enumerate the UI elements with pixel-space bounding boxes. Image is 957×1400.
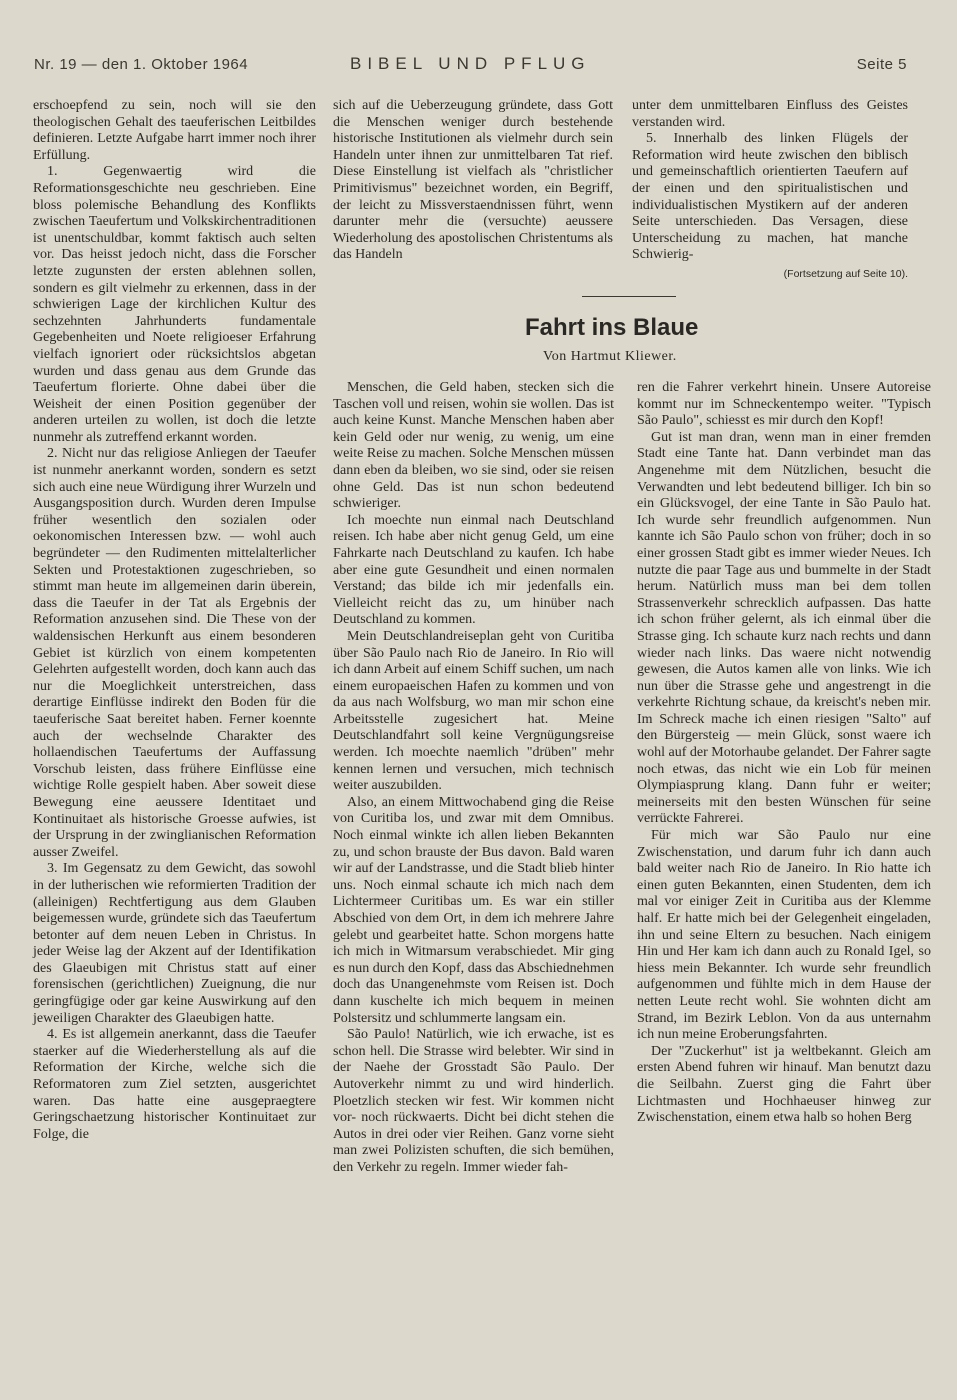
- paragraph: sich auf die Ueberzeugung gründete, dass Gott die Menschen weniger durch bestehende historische Institutionen als vielmehr durch sein Handeln unter ihnen zur unmittelbaren Tat rief. Diese Einstellung ist vielfach als "christlicher Primitivismus" bezeichnet worden, ein Begriff, der leicht zu Missverstaendnissen führt, wenn darunter mehr die (versuchte) aeussere Wiederholung des apostolischen Christentums als das Handeln: [333, 98, 613, 263]
- paragraph: 2. Nicht nur das religiose Anliegen der Taeufer ist nunmehr anerkannt worden, sondern es setzt sich auch eine neue Würdigung ihrer Wurzeln und Ausgangsposition durch. Wurden deren Impulse früher wesentlich den sozialen oder oekonomischen Interessen bzw. — wohl auch begründeter — den Rudimenten mittelalterlicher Sekten und Protestaktionen zugeschrieben, so stimmt man heute im allgemeinen darin überein, dass die Taeufer in der Tat als Ergebnis der Reformation anzusehen sind. Die These von der waldensischen Herkunft aus einem besonderen Gebiet ist kürzlich von einem kompetenten Gelehrten aufgestellt worden, doch kann auch das nur die Moeglichkeit unterstreichen, dass derartige Einflüsse indirekt den Boden für die taeuferische Saat bereitet haben. Ferner koennte auch der wechselnde Charakter des hollaendischen Taeufertums der Auffassung Vorschub leisten, dass frühere Einflüsse eine wichtige Rolle gespielt haben. Aber soweit diese Bewegung eine aeussere Identitaet und Kontinuitaet als historische Groesse aufwies, ist der Ursprung in der zwinglianischen Reformation ausser Zweifel.: [33, 446, 316, 860]
- paragraph: Gut ist man dran, wenn man in einer fremden Stadt eine Tante hat. Dann verbindet man das Angenehme mit dem Nützlichen, besucht die Verwandten und lebt bedeutend billiger. Ich bin so ein Glücksvogel, der eine Tante in São Paulo hat. Ich wurde sehr freundlich aufgenommen. Nun kannte ich São Paulo schon von früher; doch in so einer grossen Stadt gibt es immer wieder Neues. Ich nutzte die paar Tage aus und bummelte in der Stadt herum. Natürlich muss man bei dem tollen Strassenverkehr schrecklich aufpassen. Das hatte ich schon früher gelernt, als ich einmal über die Strasse ging. Ich schaute kurz nach rechts und dann wieder nach links. Das waere nicht notwendig gewesen, die Autos kamen alle von links. Wie ich nun über die Strasse gehe und angestrengt in die verkehrte Richtung schaue, da kreischt's neben mir. Im Schreck mache ich einen riesigen "Salto" auf den Bürgersteig — mein Glück, sonst waere ich wohl auf der Motorhaube gelandet. Der Fahrer sagte noch etwas, das nicht wie ein Lob für meinen Olympiasprung klang. Dann fuhr er weiter; meinerseits mit den besten Wünschen für seine verrückte Fahrerei.: [637, 429, 931, 827]
- section-divider: [582, 296, 676, 297]
- paragraph: Der "Zuckerhut" ist ja weltbekannt. Gleich am ersten Abend fuhren wir hinauf. Man benutzt dazu die Seilbahn. Zuerst ging die Fahrt über Lichtmasten und Hochhaeuser hinweg zur Zwischenstation, einem etwa halb so hohen Berg: [637, 1043, 931, 1126]
- paragraph: unter dem unmittelbaren Einfluss des Geistes verstanden wird.: [632, 98, 908, 130]
- issue-date: Nr. 19 — den 1. Oktober 1964: [34, 56, 249, 73]
- article1-column-3: [632, 98, 908, 283]
- paragraph: Für mich war São Paulo nur eine Zwischenstation, und darum fuhr ich dann auch bald weiter nach Rio de Janeiro. In Rio hatte ich einen guten Bekannten, einen Studenten, dem ich mal vor einiger Zeit in Curitiba aus der Klemme half. Er hatte mich bei der Gelegenheit eingeladen, ihn und seine Eltern zu besuchen. Nach einigem Hin und Her kam ich dann auch zu Ronald Igel, so hiess mein Bekannter. Ich wurde sehr freundlich aufgenommen und fühlte mich in dem Hause der netten Leute recht wohl. Sie wohnten dicht am Strand, im Bezirk Leblon. Von da aus unternahm ich nun meine Eroberungsfahrten.: [637, 828, 931, 1043]
- page-number: Seite 5: [856, 56, 907, 73]
- article-title: Fahrt ins Blaue: [525, 314, 699, 341]
- article1-column-2: [333, 98, 613, 264]
- article2-column-2: [637, 380, 931, 1127]
- paragraph: Menschen, die Geld haben, stecken sich die Taschen voll und reisen, wohin sie wollen. Das ist auch keine Kunst. Manche Menschen haben aber kein Geld oder nur wenig, zu wenig, um eine weite Reise zu machen. Solche Menschen müssen dann eben da bleiben, wo sie sind, oder sie reisen ohne Geld. Das ist nun schon bedeutend schwieriger.: [333, 380, 614, 512]
- article2-column-1: [333, 380, 614, 1177]
- continuation-note: (Fortsetzung auf Seite 10).: [783, 267, 908, 280]
- paragraph: 3. Im Gegensatz zu dem Gewicht, das sowohl in der lutherischen wie reformierten Tradition der (alleinigen) Rechtfertigung aus dem Glauben beigemessen wurde, gründete sich das Taeufertum betonter auf dem neuen Leben in Christus. In jeder Weise lag der Akzent auf der Identifikation des Glaeubigen mit Christus statt auf einer forensischen (gerichtlichen) Zueignung, die nur geringfügige oder gar keine Auswirkung auf den jeweiligen Charakter des Glaeubigen hatte.: [33, 861, 316, 1026]
- paragraph: ren die Fahrer verkehrt hinein. Unsere Autoreise kommt nur im Schneckentempo weiter. "Typisch São Paulo", schiesst es mir durch den Kopf!: [637, 380, 931, 429]
- paragraph: 1. Gegenwaertig wird die Reformationsgeschichte neu geschrieben. Eine bloss polemische Behandlung des Konflikts zwischen Taeufertum und Volkskirchentraditionen ist unentschuldbar, kommt faktisch auch selten vor. Das heisst jedoch nicht, dass die Forscher letzte zugunsten der ersten ablehnen sollen, sondern es gilt vielmehr zu erkennen, dass in der schwierigen Lage der kirchlichen Kultur des sechzehnten Jahrhunderts fundamentale Gegebenheiten und Noete religioeser Erfahrung vielfach ignoriert oder rücksichtslos abgetan wurden und dass genau aus dem Grunde das Taeufertum florierte. Ohne dabei über die Weisheit der einen Position gegenüber der anderen urteilen zu wollen, ist doch die letzte nunmehr als zutreffend erkannt worden.: [33, 164, 316, 445]
- paragraph: erschoepfend zu sein, noch will sie den theologischen Gehalt des taeuferischen Leitbildes definieren. Letzte Aufgabe harrt immer noch ihrer Erfüllung.: [33, 98, 316, 163]
- paragraph: 5. Innerhalb des linken Flügels der Reformation wird heute zwischen den biblisch und gemeinschaftlich orientierten Taeufern auf der einen und den spiritualistischen und individualistischen Mystikern auf der anderen Seite unterschieden. Das Versagen, diese Unterscheidung zu machen, hat manche Schwierig-: [632, 131, 908, 263]
- article-byline: Von Hartmut Kliewer.: [543, 349, 677, 364]
- paragraph: 4. Es ist allgemein anerkannt, dass die Taeufer staerker auf die Wiederherstellung als auf die Reformation der Kirche, welche sich die Reformatoren zum Ziel setzten, ausgerichtet waren. Das hatte eine ausgepraegtere Geringschaetzung historischer Kontinuitaet zur Folge, die: [33, 1027, 316, 1142]
- paragraph: Ich moechte nun einmal nach Deutschland reisen. Ich habe aber nicht genug Geld, um eine Fahrkarte nach Deutschland zu kaufen. Ich habe aber eine gute Gesundheit und einen normalen Verstand; das bilde ich mir jedenfalls ein. Vielleicht reicht das zu, um hinüber nach Deutschland zu kommen.: [333, 512, 614, 628]
- article1-column-1: [33, 98, 316, 1143]
- paragraph: São Paulo! Natürlich, wie ich erwache, ist es schon hell. Die Strasse wird belebter. Wir sind in der Naehe der Grosstadt São Paulo. Der Autoverkehr nimmt zu und wird hinderlich. Ploetzlich stecken wir fest. Wir kommen nicht vor- noch rückwaerts. Dicht bei dicht stehen die Autos in drei oder vier Reihen. Ganz vorne sieht man zwei Polizisten schuften, die sich bemühen, den Verkehr zu regeln. Immer wieder fah-: [333, 1027, 614, 1175]
- paragraph: Also, an einem Mittwochabend ging die Reise von Curitiba los, und zwar mit dem Omnibus. Noch einmal winkte ich allen lieben Bekannten zu, und schon brauste der Bus davon. Bald waren wir auf der Landstrasse, und die Stadt blieb hinter uns. Noch einmal schaute ich mich nach dem Lichtermeer Curitibas um. Es war ein stiller Abschied von dem Ort, in dem ich mehrere Jahre gelebt und gearbeitet hatte. Schon morgens hatte ich mich in Witmarsum verabschiedet. Mir ging es nun durch den Kopf, dass das Abschiednehmen doch das Unangenehmste vom Reisen ist. Doch dann kuschelte ich mich bequem in meinen Polstersitz und schlummerte langsam ein.: [333, 794, 614, 1026]
- masthead: BIBEL UND PFLUG: [350, 54, 591, 73]
- paragraph: Mein Deutschlandreiseplan geht von Curitiba über São Paulo nach Rio de Janeiro. In Rio will ich dann Arbeit auf einem Schiff suchen, um nach einem europaeischen Hafen zu kommen und von da aus nach Wolfsburg, wo man mir schon eine Arbeitsstelle zugesichert hat. Meine Deutschlandfahrt soll keine Vergnügungsreise werden. Ich moechte naemlich "drüben" mehr kennen lernen und versuchen, mich technisch weiter auszubilden.: [333, 628, 614, 794]
